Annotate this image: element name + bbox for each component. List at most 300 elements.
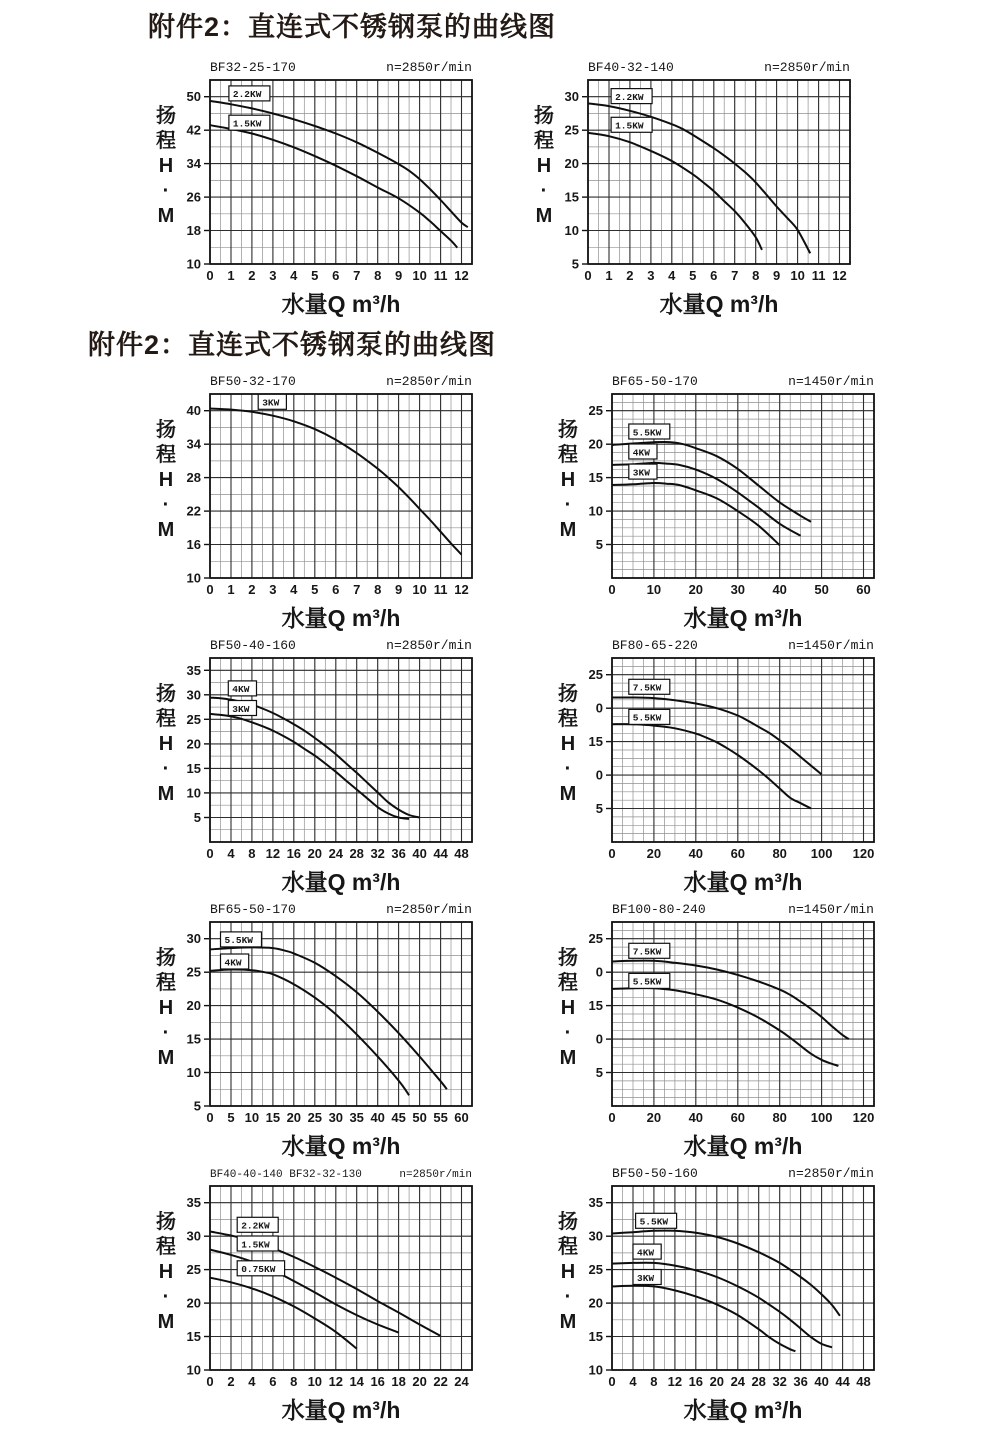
y-axis-label-char: 扬 xyxy=(558,947,578,969)
x-tick-label: 36 xyxy=(391,846,406,861)
y-axis-label-char: 扬 xyxy=(558,1211,578,1233)
x-tick-label: 24 xyxy=(328,846,344,861)
chart-speed-label: n=1450r/min xyxy=(788,902,874,917)
x-tick-label: 11 xyxy=(433,268,448,283)
x-axis-label: 水量Q m³/h xyxy=(281,605,401,631)
x-tick-label: 8 xyxy=(290,1374,298,1389)
y-tick-label: 0 xyxy=(595,700,603,716)
y-axis-label-char: · xyxy=(162,1286,170,1308)
x-tick-label: 0 xyxy=(608,582,616,597)
x-tick-label: 100 xyxy=(810,846,833,861)
chart-svg xyxy=(546,1162,906,1426)
pump-curve xyxy=(210,969,409,1095)
x-tick-label: 10 xyxy=(244,1110,260,1125)
power-label: 0.75KW xyxy=(241,1264,276,1276)
x-tick-label: 55 xyxy=(433,1110,448,1125)
y-tick-label: 0 xyxy=(595,1031,603,1047)
y-tick-label: 26 xyxy=(186,189,201,205)
y-axis-label-char: · xyxy=(564,758,572,780)
x-tick-label: 24 xyxy=(730,1374,746,1389)
chart-speed-label: n=2850r/min xyxy=(764,60,850,75)
y-axis-label-char: 扬 xyxy=(156,419,176,441)
x-tick-label: 100 xyxy=(810,1110,833,1125)
x-tick-label: 15 xyxy=(265,1110,281,1125)
power-label: 4KW xyxy=(632,447,650,459)
charts-section-2 xyxy=(144,370,1000,1426)
y-tick-label: 20 xyxy=(186,1295,201,1311)
x-tick-label: 12 xyxy=(328,1374,344,1389)
power-label: 5.5KW xyxy=(632,427,662,439)
chart-speed-label: n=1450r/min xyxy=(788,374,874,389)
x-tick-label: 0 xyxy=(608,1374,616,1389)
power-label: 3KW xyxy=(637,1272,655,1284)
x-tick-label: 1 xyxy=(227,582,235,597)
x-tick-label: 20 xyxy=(646,846,662,861)
x-tick-label: 12 xyxy=(454,268,469,283)
y-tick-label: 15 xyxy=(588,470,603,486)
x-tick-label: 36 xyxy=(793,1374,808,1389)
x-axis-label: 水量Q m³/h xyxy=(281,869,401,895)
pump-curve xyxy=(210,714,409,819)
y-tick-label: 42 xyxy=(186,122,201,138)
x-tick-label: 50 xyxy=(412,1110,427,1125)
y-tick-label: 10 xyxy=(588,1362,603,1378)
power-label: 2.2KW xyxy=(615,91,644,103)
y-axis-label-char: M xyxy=(559,1311,577,1333)
x-tick-label: 0 xyxy=(206,1374,214,1389)
y-tick-label: 16 xyxy=(186,537,201,552)
y-tick-label: 35 xyxy=(186,1195,201,1211)
pump-curve-chart-bf65-50-170 xyxy=(144,898,504,1162)
x-tick-label: 1 xyxy=(605,268,613,283)
y-tick-label: 15 xyxy=(588,998,603,1014)
power-label: 3KW xyxy=(262,397,280,409)
x-axis-label: 水量Q m³/h xyxy=(281,1397,401,1423)
chart-svg xyxy=(144,898,504,1162)
x-tick-label: 6 xyxy=(710,268,718,283)
y-axis-label-char: H xyxy=(158,1261,174,1283)
plot-border xyxy=(588,80,850,264)
x-tick-label: 4 xyxy=(290,582,298,597)
power-label: 4KW xyxy=(637,1247,655,1259)
y-axis-label-char: 扬 xyxy=(156,105,176,127)
x-tick-label: 4 xyxy=(248,1374,256,1389)
y-tick-label: 25 xyxy=(588,667,603,683)
y-axis-label-char: · xyxy=(564,1286,572,1308)
chart-speed-label: n=2850r/min xyxy=(386,60,472,75)
x-tick-label: 8 xyxy=(248,846,256,861)
x-tick-label: 9 xyxy=(394,268,403,283)
x-tick-label: 3 xyxy=(269,268,277,283)
x-tick-label: 1 xyxy=(227,268,235,283)
x-tick-label: 40 xyxy=(772,582,787,597)
power-label: 3KW xyxy=(232,703,250,715)
pump-curve-chart-bf50-32-170 xyxy=(144,370,504,634)
x-tick-label: 7 xyxy=(353,268,361,283)
y-tick-label: 35 xyxy=(588,1195,603,1211)
x-tick-label: 22 xyxy=(433,1374,448,1389)
chart-model-title: BF65-50-170 xyxy=(612,374,698,389)
x-tick-label: 2 xyxy=(248,268,256,283)
x-tick-label: 3 xyxy=(269,582,277,597)
x-tick-label: 20 xyxy=(709,1374,725,1389)
y-tick-label: 15 xyxy=(186,1031,201,1047)
chart-svg xyxy=(144,56,504,320)
y-tick-label: 30 xyxy=(186,687,201,703)
y-axis-label-char: 程 xyxy=(156,130,176,152)
chart-model-title: BF50-50-160 xyxy=(612,1166,698,1181)
chart-svg xyxy=(144,1162,504,1426)
y-axis-label-char: 扬 xyxy=(156,947,176,969)
power-label: 5.5KW xyxy=(639,1216,669,1228)
x-tick-label: 20 xyxy=(307,846,323,861)
y-axis-label-char: 程 xyxy=(558,1236,578,1258)
y-axis-label-char: · xyxy=(540,180,548,202)
y-tick-label: 28 xyxy=(186,470,201,486)
chart-model-title: BF80-65-220 xyxy=(612,638,698,653)
y-tick-label: 10 xyxy=(186,1065,201,1080)
pump-curve-chart-bf80-65-220 xyxy=(546,634,906,898)
x-tick-label: 20 xyxy=(286,1110,302,1125)
y-tick-label: 30 xyxy=(564,89,579,105)
y-tick-label: 25 xyxy=(186,1262,201,1278)
x-tick-label: 40 xyxy=(688,846,704,861)
y-tick-label: 20 xyxy=(186,736,201,752)
y-axis-label-char: H xyxy=(158,155,174,177)
x-tick-label: 20 xyxy=(646,1110,662,1125)
chart-model-title: BF50-40-160 xyxy=(210,638,296,653)
x-tick-label: 30 xyxy=(730,582,746,597)
y-tick-label: 34 xyxy=(186,156,201,172)
x-tick-label: 11 xyxy=(811,268,826,283)
chart-svg xyxy=(546,370,906,634)
power-label: 1.5KW xyxy=(232,118,262,130)
pump-curve-chart-bf40-40-140-bf32-32-130 xyxy=(144,1162,504,1426)
x-tick-label: 20 xyxy=(688,582,704,597)
y-axis-label-char: 扬 xyxy=(156,1211,176,1233)
y-tick-label: 10 xyxy=(588,503,603,519)
x-tick-label: 5 xyxy=(689,268,697,283)
plot-border xyxy=(210,1186,472,1370)
y-tick-label: 5 xyxy=(595,801,603,816)
y-tick-label: 5 xyxy=(193,1098,201,1114)
x-tick-label: 24 xyxy=(454,1374,469,1389)
x-tick-label: 12 xyxy=(454,582,469,597)
plot-border xyxy=(210,922,472,1106)
y-tick-label: 25 xyxy=(186,711,201,727)
y-tick-label: 5 xyxy=(595,537,603,552)
y-tick-label: 10 xyxy=(186,256,201,272)
y-axis-label-char: H xyxy=(158,469,174,491)
y-axis-label-char: H xyxy=(536,155,552,177)
y-tick-label: 20 xyxy=(588,436,603,452)
chart-svg xyxy=(144,634,504,898)
charts-section-1 xyxy=(144,56,1000,320)
x-tick-label: 6 xyxy=(332,582,340,597)
y-tick-label: 25 xyxy=(564,122,579,138)
y-tick-label: 18 xyxy=(186,223,201,238)
y-axis-label-char: · xyxy=(162,758,170,780)
y-axis-label-char: 扬 xyxy=(558,419,578,441)
y-tick-label: 22 xyxy=(186,503,201,519)
power-label: 2.2KW xyxy=(232,89,262,101)
y-tick-label: 30 xyxy=(186,931,201,947)
x-tick-label: 16 xyxy=(286,846,302,861)
chart-model-title: BF40-32-140 xyxy=(588,60,674,75)
chart-speed-label: n=2850r/min xyxy=(386,902,472,917)
chart-model-title: BF65-50-170 xyxy=(210,902,296,917)
pump-curve xyxy=(612,724,811,808)
y-axis-label-char: 程 xyxy=(156,708,176,730)
power-label: 5.5KW xyxy=(224,935,254,947)
y-axis-label-char: 程 xyxy=(558,708,578,730)
x-tick-label: 10 xyxy=(307,1374,323,1389)
x-tick-label: 44 xyxy=(433,846,448,861)
y-tick-label: 50 xyxy=(186,89,201,105)
y-axis-label-char: 程 xyxy=(558,444,578,466)
x-tick-label: 5 xyxy=(227,1110,235,1125)
x-tick-label: 5 xyxy=(311,582,319,597)
y-tick-label: 5 xyxy=(193,810,201,825)
x-tick-label: 8 xyxy=(650,1374,658,1389)
x-tick-label: 6 xyxy=(269,1374,277,1389)
x-tick-label: 25 xyxy=(307,1110,323,1125)
y-axis-label-char: · xyxy=(162,1022,170,1044)
x-axis-label: 水量Q m³/h xyxy=(281,1133,401,1159)
x-tick-label: 6 xyxy=(332,268,340,283)
y-tick-label: 35 xyxy=(186,662,201,678)
pump-curve-chart-bf50-40-160 xyxy=(144,634,504,898)
pump-curve xyxy=(210,125,457,248)
y-axis-label-char: 程 xyxy=(534,130,554,152)
x-tick-label: 60 xyxy=(856,582,871,597)
x-tick-label: 8 xyxy=(374,268,382,283)
x-tick-label: 16 xyxy=(370,1374,385,1389)
y-tick-label: 15 xyxy=(186,1329,201,1344)
x-tick-label: 35 xyxy=(349,1110,364,1125)
x-tick-label: 7 xyxy=(353,582,361,597)
x-tick-label: 0 xyxy=(206,1110,214,1125)
x-tick-label: 45 xyxy=(391,1110,406,1125)
y-axis-label-char: M xyxy=(559,519,577,541)
power-label: 5.5KW xyxy=(632,976,662,988)
x-tick-label: 2 xyxy=(227,1374,235,1389)
y-axis-label-char: M xyxy=(535,205,553,227)
y-axis-label-char: 程 xyxy=(558,972,578,994)
chart-svg xyxy=(522,56,882,320)
x-tick-label: 4 xyxy=(629,1374,637,1389)
y-axis-label-char: · xyxy=(564,494,572,516)
x-tick-label: 28 xyxy=(751,1374,766,1389)
y-axis-label-char: M xyxy=(157,1047,175,1069)
y-axis-label-char: 扬 xyxy=(558,683,578,705)
y-axis-label-char: M xyxy=(157,1311,175,1333)
power-label: 1.5KW xyxy=(615,120,644,132)
y-axis-label-char: 程 xyxy=(156,1236,176,1258)
x-tick-label: 60 xyxy=(730,1110,746,1125)
x-tick-label: 3 xyxy=(647,268,655,283)
x-tick-label: 32 xyxy=(370,846,385,861)
x-axis-label: 水量Q m³/h xyxy=(683,869,803,895)
y-tick-label: 10 xyxy=(186,785,201,801)
x-tick-label: 44 xyxy=(835,1374,850,1389)
section-title: 附件2：直连式不锈钢泵的曲线图 xyxy=(88,330,497,360)
y-tick-label: 34 xyxy=(186,436,201,452)
chart-model-title: BF100-80-240 xyxy=(612,902,706,917)
y-tick-label: 25 xyxy=(186,964,201,980)
x-axis-label: 水量Q m³/h xyxy=(683,1397,803,1423)
y-axis-label-char: · xyxy=(162,494,170,516)
x-tick-label: 9 xyxy=(772,268,781,283)
pump-curve xyxy=(612,988,838,1066)
x-tick-label: 80 xyxy=(772,1110,787,1125)
y-tick-label: 25 xyxy=(588,403,603,419)
chart-speed-label: n=2850r/min xyxy=(788,1166,874,1181)
y-tick-label: 15 xyxy=(588,734,603,750)
y-axis-label-char: M xyxy=(157,519,175,541)
x-tick-label: 12 xyxy=(265,846,281,861)
x-tick-label: 2 xyxy=(248,582,256,597)
chart-model-title: BF40-40-140 BF32-32-130 xyxy=(210,1169,362,1181)
plot-border xyxy=(210,394,472,578)
power-label: 7.5KW xyxy=(632,682,662,694)
y-tick-label: 25 xyxy=(588,1262,603,1278)
power-label: 4KW xyxy=(232,684,250,696)
x-tick-label: 40 xyxy=(412,846,427,861)
x-tick-label: 0 xyxy=(584,268,592,283)
y-axis-label-char: · xyxy=(162,180,170,202)
x-tick-label: 28 xyxy=(349,846,364,861)
y-axis-label-char: 程 xyxy=(156,972,176,994)
x-tick-label: 9 xyxy=(394,582,403,597)
y-axis-label-char: H xyxy=(560,469,576,491)
y-tick-label: 30 xyxy=(588,1228,603,1244)
y-axis-label-char: H xyxy=(560,997,576,1019)
power-label: 3KW xyxy=(632,467,650,479)
x-tick-label: 120 xyxy=(852,1110,875,1125)
chart-model-title: BF32-25-170 xyxy=(210,60,296,75)
chart-speed-label: n=1450r/min xyxy=(788,638,874,653)
pump-curve-chart-bf40-32-140 xyxy=(522,56,882,320)
x-tick-label: 18 xyxy=(391,1374,406,1389)
y-axis-label-char: · xyxy=(564,1022,572,1044)
x-tick-label: 30 xyxy=(328,1110,344,1125)
x-tick-label: 40 xyxy=(814,1374,829,1389)
y-tick-label: 20 xyxy=(588,1295,603,1311)
y-axis-label-char: H xyxy=(158,997,174,1019)
x-tick-label: 14 xyxy=(349,1374,364,1389)
y-axis-label-char: 扬 xyxy=(534,105,554,127)
y-tick-label: 20 xyxy=(564,156,579,172)
y-tick-label: 10 xyxy=(564,223,579,238)
chart-svg xyxy=(546,634,906,898)
y-axis-label-char: M xyxy=(559,1047,577,1069)
chart-svg xyxy=(144,370,504,634)
x-tick-label: 7 xyxy=(731,268,739,283)
y-tick-label: 20 xyxy=(186,998,201,1014)
x-tick-label: 4 xyxy=(668,268,676,283)
chart-model-title: BF50-32-170 xyxy=(210,374,296,389)
y-tick-label: 40 xyxy=(186,403,201,419)
x-tick-label: 120 xyxy=(852,846,875,861)
x-tick-label: 10 xyxy=(646,582,662,597)
y-axis-label-char: H xyxy=(158,733,174,755)
x-tick-label: 0 xyxy=(206,582,214,597)
y-axis-label-char: M xyxy=(157,205,175,227)
y-tick-label: 5 xyxy=(595,1065,603,1080)
x-tick-label: 12 xyxy=(832,268,847,283)
y-axis-label-char: H xyxy=(560,1261,576,1283)
chart-speed-label: n=2850r/min xyxy=(386,638,472,653)
x-tick-label: 48 xyxy=(454,846,469,861)
pump-curve-chart-bf32-25-170 xyxy=(144,56,504,320)
x-tick-label: 0 xyxy=(608,846,616,861)
y-axis-label-char: M xyxy=(157,783,175,805)
x-tick-label: 40 xyxy=(688,1110,704,1125)
power-label: 1.5KW xyxy=(241,1239,270,1251)
chart-speed-label: n=2850r/min xyxy=(399,1169,472,1181)
x-tick-label: 4 xyxy=(227,846,235,861)
x-tick-label: 10 xyxy=(412,582,427,597)
y-tick-label: 15 xyxy=(588,1329,603,1344)
x-tick-label: 8 xyxy=(374,582,382,597)
y-tick-label: 15 xyxy=(564,189,579,205)
x-tick-label: 80 xyxy=(772,846,787,861)
x-tick-label: 0 xyxy=(608,1110,616,1125)
x-tick-label: 32 xyxy=(772,1374,787,1389)
chart-speed-label: n=2850r/min xyxy=(386,374,472,389)
pump-curve xyxy=(588,133,762,250)
y-axis-label-char: 扬 xyxy=(156,683,176,705)
power-label: 4KW xyxy=(224,957,242,969)
x-axis-label: 水量Q m³/h xyxy=(683,1133,803,1159)
power-label: 5.5KW xyxy=(632,712,662,724)
x-tick-label: 5 xyxy=(311,268,319,283)
y-tick-label: 0 xyxy=(595,767,603,783)
y-axis-label-char: 程 xyxy=(156,444,176,466)
x-tick-label: 16 xyxy=(688,1374,704,1389)
y-tick-label: 15 xyxy=(186,760,201,776)
x-tick-label: 4 xyxy=(290,268,298,283)
x-tick-label: 20 xyxy=(412,1374,427,1389)
page-title: 附件2：直连式不锈钢泵的曲线图 xyxy=(148,12,557,42)
y-tick-label: 0 xyxy=(595,964,603,980)
y-tick-label: 5 xyxy=(571,256,579,272)
x-axis-label: 水量Q m³/h xyxy=(683,605,803,631)
x-tick-label: 50 xyxy=(814,582,829,597)
power-label: 7.5KW xyxy=(632,946,662,958)
y-tick-label: 25 xyxy=(588,931,603,947)
pump-curve-chart-bf50-50-160 xyxy=(546,1162,906,1426)
y-tick-label: 30 xyxy=(186,1228,201,1244)
x-tick-label: 0 xyxy=(206,268,214,283)
y-tick-label: 10 xyxy=(186,1362,201,1378)
pump-curve xyxy=(612,1286,795,1352)
x-tick-label: 8 xyxy=(752,268,760,283)
y-axis-label-char: H xyxy=(560,733,576,755)
chart-svg xyxy=(546,898,906,1162)
x-tick-label: 0 xyxy=(206,846,214,861)
x-tick-label: 40 xyxy=(370,1110,385,1125)
x-tick-label: 48 xyxy=(856,1374,871,1389)
x-tick-label: 60 xyxy=(454,1110,469,1125)
x-tick-label: 10 xyxy=(412,268,427,283)
y-axis-label-char: M xyxy=(559,783,577,805)
x-tick-label: 12 xyxy=(667,1374,683,1389)
x-axis-label: 水量Q m³/h xyxy=(659,291,779,317)
power-label: 2.2KW xyxy=(241,1220,270,1232)
x-tick-label: 11 xyxy=(433,582,448,597)
